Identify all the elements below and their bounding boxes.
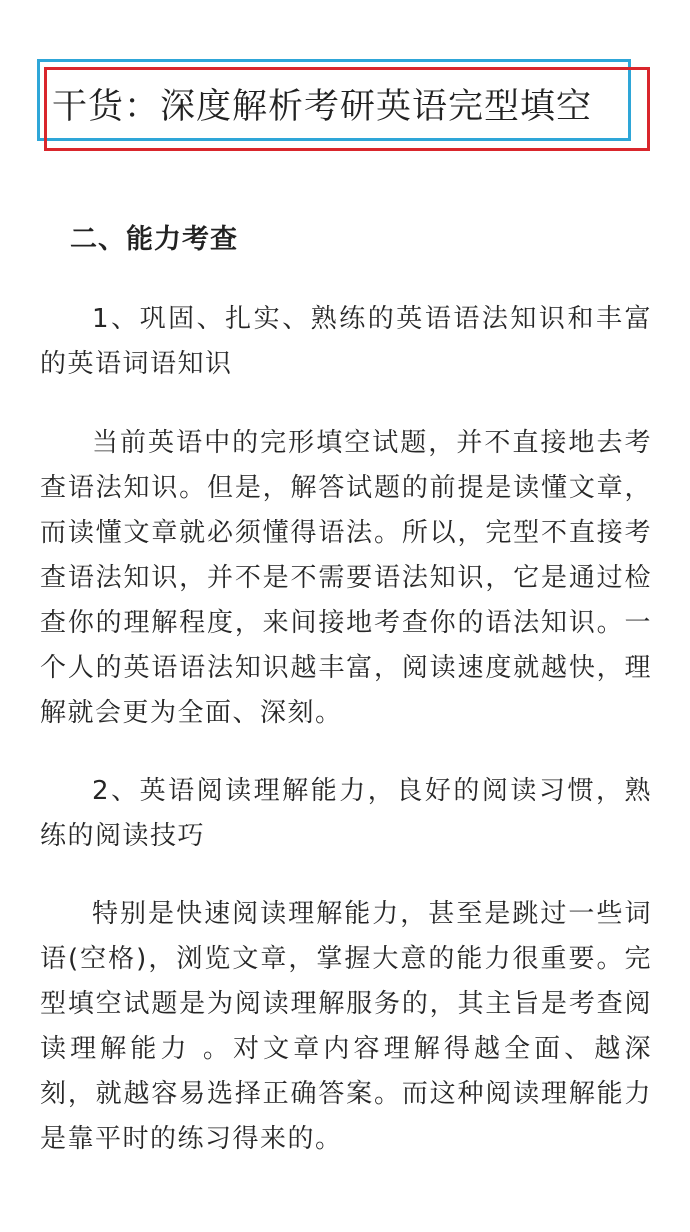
page-title: 干货：深度解析考研英语完型填空 [52,87,593,127]
point-2-paragraph: 特别是快速阅读理解能力，甚至是跳过一些词语(空格)，浏览文章，掌握大意的能力很重要。完型填空试题是为阅读理解服务的，其主旨是考查阅读理解能力 。对文章内容理解得越全面、越深刻，就越容易选择正确答案。而这种阅读理解能力是靠平时的练习得来的。 [40,899,652,1154]
section-heading: 二、能力考查 [70,224,238,255]
point-2-heading: 2、英语阅读理解能力，良好的阅读习惯，熟练的阅读技巧 [40,776,652,851]
point-1-heading: 1、巩固、扎实、熟练的英语语法知识和丰富的英语词语知识 [40,304,652,379]
title-banner [0,0,690,170]
point-1-paragraph: 当前英语中的完形填空试题，并不直接地去考查语法知识。但是，解答试题的前提是读懂文章，而读懂文章就必须懂得语法。所以，完型不直接考查语法知识，并不是不需要语法知识，它是通过检查你的理解程度，来间接地考查你的语法知识。一个人的英语语法知识越丰富，阅读速度就越快，理解就会更为全面、深刻。 [40,428,652,728]
